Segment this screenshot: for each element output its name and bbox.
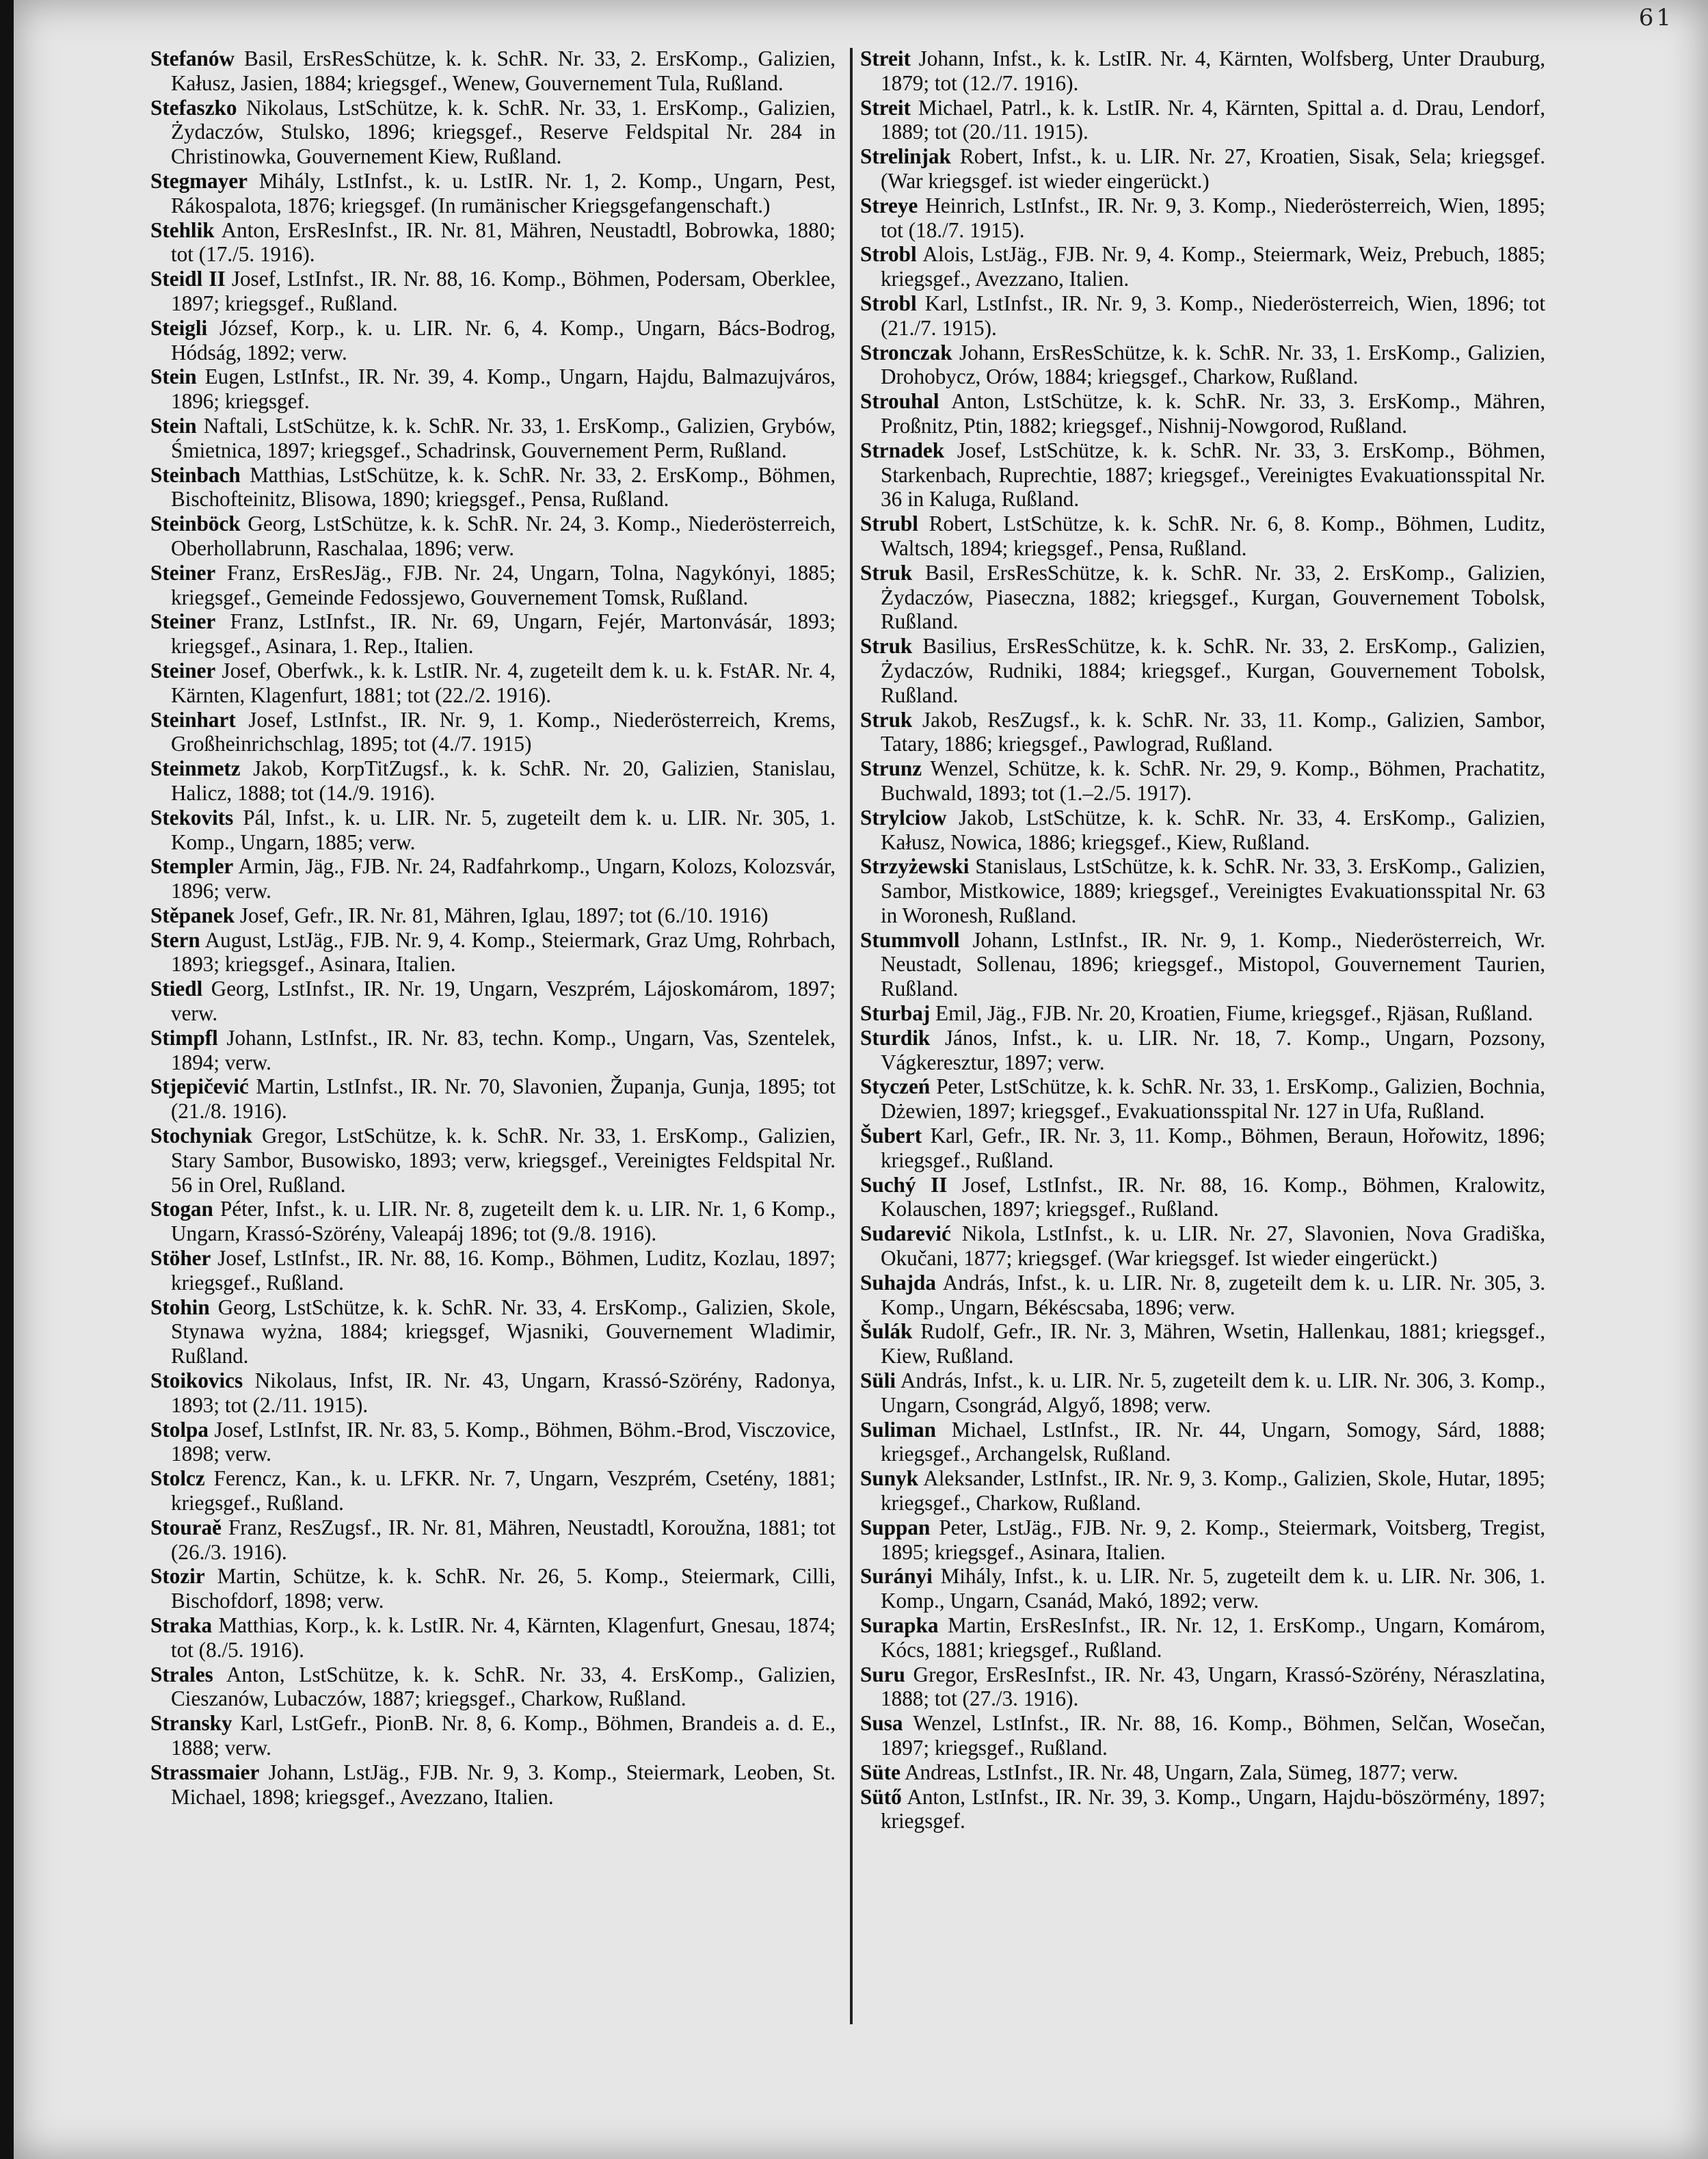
register-entry [860, 96, 1545, 145]
entry-surname: Stozir [150, 1564, 205, 1589]
register-entry [860, 1418, 1545, 1467]
entry-surname: Strunz [860, 756, 922, 781]
page-number: 61 [1638, 4, 1674, 31]
entry-details: Georg, LstSchütze, k. k. SchR. Nr. 33, 4. ErsKomp., Galizien, Skole, Stynawa wyżna, 1884; kriegsgef, Wjasniki, Gouvernement Wladimir, Rußland. [171, 1295, 836, 1368]
entry-surname: Stolcz [150, 1466, 205, 1491]
entry-details: Jakob, ResZugsf., k. k. SchR. Nr. 33, 11. Komp., Galizien, Sambor, Tatary, 1886; kriegsgef., Pawlograd, Rußland. [881, 707, 1545, 756]
entry-surname: Styczeń [860, 1074, 931, 1099]
entry-surname: Stimpfl [150, 1025, 218, 1050]
register-entry [150, 463, 836, 512]
entry-details: Nikolaus, Infst, IR. Nr. 43, Ungarn, Krassó-Szörény, Radonya, 1893; tot (2./11. 1915). [171, 1368, 836, 1417]
register-entry [150, 708, 836, 757]
entry-details: Michael, LstInfst., IR. Nr. 44, Ungarn, Somogy, Sárd, 1888; kriegsgef., Archangelsk, Rußland. [881, 1417, 1545, 1466]
register-entry [860, 1564, 1545, 1613]
entry-surname: Struk [860, 560, 913, 585]
entry-surname: Stolpa [150, 1417, 209, 1442]
entry-details: Pál, Infst., k. u. LIR. Nr. 5, zugeteilt dem k. u. LIR. Nr. 305, 1. Komp., Ungarn, 1885; verw. [171, 805, 836, 854]
register-entry [860, 1001, 1545, 1026]
entry-surname: Stouraě [150, 1515, 222, 1539]
entry-details: Stanislaus, LstSchütze, k. k. SchR. Nr. 33, 3. ErsKomp., Galizien, Sambor, Mistkowice, 1889; kriegsgef., Vereinigtes Evakuationsspital Nr. 63 in Woronesh, Rußland. [881, 854, 1546, 927]
entry-details: Georg, LstSchütze, k. k. SchR. Nr. 24, 3. Komp., Niederösterreich, Oberhollabrunn, Raschalaa, 1896; verw. [171, 512, 836, 560]
register-entry [860, 1515, 1545, 1565]
entry-details: Karl, Gefr., IR. Nr. 3, 11. Komp., Böhmen, Beraun, Hořowitz, 1896; kriegsgef., Rußland. [881, 1124, 1545, 1172]
entry-surname: Stummvoll [860, 927, 960, 952]
register-entry [150, 218, 836, 267]
entry-surname: Stefaszko [150, 95, 237, 120]
entry-details: Josef, LstInfst., IR. Nr. 88, 16. Komp., Böhmen, Podersam, Oberklee, 1897; kriegsgef., Rußland. [171, 267, 836, 315]
entry-details: Basilius, ErsResSchütze, k. k. SchR. Nr. 33, 2. ErsKomp., Galizien, Żydaczów, Rudniki, 1884; kriegsgef., Kurgan, Gouvernement Tobolsk, Rußland. [881, 634, 1545, 707]
register-entry [150, 659, 836, 708]
register-entry [150, 1026, 836, 1075]
entry-details: Alois, LstJäg., FJB. Nr. 9, 4. Komp., Steiermark, Weiz, Prebuch, 1885; kriegsgef., Avezzano, Italien. [881, 242, 1545, 291]
register-entry [860, 1466, 1545, 1515]
entry-surname: Stöher [150, 1246, 211, 1271]
entry-surname: Susa [860, 1711, 903, 1736]
entry-surname: Stempler [150, 854, 234, 879]
entry-details: Franz, LstInfst., IR. Nr. 69, Ungarn, Fejér, Martonvásár, 1893; kriegsgef., Asinara, 1. Rep., Italien. [171, 609, 836, 659]
entry-details: Heinrich, LstInfst., IR. Nr. 9, 3. Komp., Niederösterreich, Wien, 1895; tot (18./7. 1915). [881, 193, 1546, 242]
entry-details: Nikola, LstInfst., k. u. LIR. Nr. 27, Slavonien, Nova Gradiška, Okučani, 1877; kriegsgef. (War kriegsgef. Ist wieder eingerückt.) [881, 1221, 1545, 1271]
entry-details: Martin, Schütze, k. k. SchR. Nr. 26, 5. Komp., Steiermark, Cilli, Bischofdorf, 1898; verw. [171, 1564, 836, 1613]
entry-surname: Sturdik [860, 1025, 931, 1050]
entry-surname: Strassmaier [150, 1760, 260, 1784]
register-entry [150, 1295, 836, 1368]
entry-surname: Strobl [860, 242, 917, 267]
entry-surname: Stoikovics [150, 1368, 243, 1393]
entry-surname: Suhajda [860, 1270, 936, 1295]
entry-surname: Šubert [860, 1124, 922, 1148]
entry-surname: Šulák [860, 1319, 913, 1344]
register-entry [150, 96, 836, 169]
register-entry [860, 1663, 1545, 1712]
entry-surname: Suru [860, 1662, 905, 1686]
entry-surname: Sütő [860, 1784, 902, 1809]
entry-details: Jakob, LstSchütze, k. k. SchR. Nr. 33, 4. ErsKomp., Galizien, Kałusz, Nowica, 1886; kriegsgef., Kiew, Rußland. [881, 805, 1545, 854]
entry-details: Johann, LstInfst., IR. Nr. 83, techn. Komp., Ungarn, Vas, Szentelek, 1894; verw. [171, 1025, 836, 1074]
register-entry [150, 1368, 836, 1418]
entry-surname: Steinmetz [150, 756, 241, 781]
entry-surname: Stein [150, 365, 197, 389]
entry-details: Basil, ErsResSchütze, k. k. SchR. Nr. 33, 2. ErsKomp., Galizien, Żydaczów, Piaseczna, 1882; kriegsgef., Kurgan, Gouvernement Tobolsk, Rußland. [881, 560, 1545, 634]
entry-details: August, LstJäg., FJB. Nr. 9, 4. Komp., Steiermark, Graz Umg, Rohrbach, 1893; kriegsgef., Asinara, Italien. [171, 927, 836, 977]
column-divider [850, 48, 853, 2024]
register-entry [150, 806, 836, 855]
entry-details: Ferencz, Kan., k. u. LFKR. Nr. 7, Ungarn, Veszprém, Csetény, 1881; kriegsgef., Rußland. [171, 1466, 836, 1515]
entry-details: Rudolf, Gefr., IR. Nr. 3, Mähren, Wsetin, Hallenkau, 1881; kriegsgef., Kiew, Rußland. [881, 1319, 1545, 1368]
entry-details: Armin, Jäg., FJB. Nr. 24, Radfahrkomp., Ungarn, Kolozs, Kolozsvár, 1896; verw. [171, 854, 836, 903]
register-entry [860, 291, 1545, 341]
register-entry [150, 1515, 836, 1565]
entry-surname: Steiner [150, 609, 216, 634]
entry-details: Jakob, KorpTitZugsf., k. k. SchR. Nr. 20, Galizien, Stanislau, Halicz, 1888; tot (14./9. 1916). [171, 756, 836, 805]
entry-details: Gregor, LstSchütze, k. k. SchR. Nr. 33, 1. ErsKomp., Galizien, Stary Sambor, Busowisko, 1893; verw, kriegsgef., Vereinigtes Feldspital Nr. 56 in Orel, Rußland. [171, 1124, 836, 1197]
entry-surname: Stern [150, 927, 200, 952]
entry-details: Wenzel, Schütze, k. k. SchR. Nr. 29, 9. Komp., Böhmen, Prachatitz, Buchwald, 1893; tot (1.–2./5. 1917). [881, 756, 1546, 805]
entry-details: Basil, ErsResSchütze, k. k. SchR. Nr. 33, 2. ErsKomp., Galizien, Kałusz, Jasien, 1884; kriegsgef., Wenew, Gouvernement Tula, Rußland. [171, 47, 836, 95]
register-entry [150, 1613, 836, 1663]
register-entry [150, 1197, 836, 1246]
register-entry [860, 1124, 1545, 1173]
register-entry [860, 194, 1545, 243]
entry-details: Johann, LstJäg., FJB. Nr. 9, 3. Komp., Steiermark, Leoben, St. Michael, 1898; kriegsgef., Avezzano, Italien. [171, 1760, 836, 1809]
entry-details: Matthias, Korp., k. k. LstIR. Nr. 4, Kärnten, Klagenfurt, Gnesau, 1874; tot (8./5. 1916). [171, 1613, 836, 1662]
entry-details: Michael, Patrl., k. k. LstIR. Nr. 4, Kärnten, Spittal a. d. Drau, Lendorf, 1889; tot (20./11. 1915). [881, 95, 1545, 144]
entry-surname: Strubl [860, 512, 918, 536]
register-entry [150, 512, 836, 561]
entry-surname: Struk [860, 634, 913, 659]
register-entry [150, 316, 836, 365]
entry-details: Johann, ErsResSchütze, k. k. SchR. Nr. 33, 1. ErsKomp., Galizien, Drohobycz, Orów, 1884; kriegsgef., Charkow, Rußland. [881, 340, 1546, 389]
entry-details: Josef, LstSchütze, k. k. SchR. Nr. 33, 3. ErsKomp., Böhmen, Starkenbach, Ruprechtie, 1887; kriegsgef., Vereinigtes Evakuationsspital Nr. 36 in Kaluga, Rußland. [881, 438, 1546, 512]
entry-surname: Strylciow [860, 805, 947, 830]
register-entry [860, 389, 1545, 438]
entry-details: Josef, LstInfst., IR. Nr. 88, 16. Komp., Böhmen, Kralowitz, Kolauschen, 1897; kriegsgef., Rußland. [881, 1172, 1545, 1221]
document-page [14, 0, 1708, 2159]
entry-details: József, Korp., k. u. LIR. Nr. 6, 4. Komp., Ungarn, Bács-Bodrog, Hódság, 1892; verw. [171, 315, 836, 365]
entry-surname: Stěpanek [150, 903, 235, 927]
register-entry [860, 1319, 1545, 1368]
register-entry [150, 1663, 836, 1712]
entry-details: Johann, LstInfst., IR. Nr. 9, 1. Komp., Niederösterreich, Wr. Neustadt, Sollenau, 1896; kriegsgef., Mistopol, Gouvernement Taurien, Rußland. [881, 927, 1546, 1001]
entry-surname: Süli [860, 1368, 896, 1393]
entry-surname: Steinböck [150, 512, 241, 536]
entry-details: Emil, Jäg., FJB. Nr. 20, Kroatien, Fiume, kriegsgef., Rjäsan, Rußland. [935, 1001, 1534, 1026]
entry-details: Karl, LstInfst., IR. Nr. 9, 3. Komp., Niederösterreich, Wien, 1896; tot (21./7. 1915). [881, 291, 1545, 340]
register-entry [860, 854, 1545, 927]
register-entry [150, 756, 836, 806]
entry-details: Josef, LstInfst., IR. Nr. 88, 16. Komp., Böhmen, Luditz, Kozlau, 1897; kriegsgef., Rußland. [171, 1246, 836, 1295]
entry-surname: Sturbaj [860, 1001, 931, 1026]
entry-details: Matthias, LstSchütze, k. k. SchR. Nr. 33, 2. ErsKomp., Böhmen, Bischofteinitz, Blisowa, 1890; kriegsgef., Pensa, Rußland. [171, 462, 836, 512]
entry-surname: Strobl [860, 291, 917, 315]
entry-details: Josef, LstInfst., IR. Nr. 9, 1. Komp., Niederösterreich, Krems, Großheinrichschlag, 1895; tot (4./7. 1915) [171, 707, 836, 756]
entry-details: Robert, Infst., k. u. LIR. Nr. 27, Kroatien, Sisak, Sela; kriegsgef. (War kriegsgef. ist wieder eingerückt.) [881, 144, 1545, 193]
entry-details: János, Infst., k. u. LIR. Nr. 18, 7. Komp., Ungarn, Pozsony, Vágkeresztur, 1897; verw. [881, 1025, 1545, 1074]
register-entry [860, 1760, 1545, 1785]
register-entry [150, 609, 836, 659]
entry-surname: Stochyniak [150, 1124, 253, 1148]
entry-surname: Stogan [150, 1197, 213, 1221]
entry-details: Andreas, LstInfst., IR. Nr. 48, Ungarn, Zala, Sümeg, 1877; verw. [905, 1760, 1458, 1784]
entry-details: András, Infst., k. u. LIR. Nr. 5, zugeteilt dem k. u. LIR. Nr. 306, 3. Komp., Ungarn, Csongrád, Algyő, 1898; verw. [881, 1368, 1545, 1417]
register-entry [150, 1124, 836, 1197]
entry-details: Franz, ResZugsf., IR. Nr. 81, Mähren, Neustadtl, Koroužna, 1881; tot (26./3. 1916). [171, 1515, 836, 1564]
entry-details: Wenzel, LstInfst., IR. Nr. 88, 16. Komp., Böhmen, Selčan, Wosečan, 1897; kriegsgef., Rußland. [881, 1711, 1545, 1760]
register-entry [150, 47, 836, 96]
entry-surname: Suppan [860, 1515, 931, 1539]
register-entry [150, 1760, 836, 1810]
entry-details: Josef, LstInfst, IR. Nr. 83, 5. Komp., Böhmen, Böhm.-Brod, Visczovice, 1898; verw. [171, 1417, 836, 1466]
entry-details: Anton, LstSchütze, k. k. SchR. Nr. 33, 3. ErsKomp., Mähren, Proßnitz, Ptin, 1882; kriegsgef., Nishnij-Nowgorod, Rußland. [881, 389, 1545, 438]
register-entry [860, 1785, 1545, 1834]
entry-surname: Suchý II [860, 1172, 948, 1197]
register-entry [150, 1418, 836, 1467]
entry-surname: Steidl II [150, 267, 226, 291]
entry-details: Anton, LstInfst., IR. Nr. 39, 3. Komp., Ungarn, Hajdu-böszörmény, 1897; kriegsgef. [881, 1784, 1545, 1833]
entry-surname: Stransky [150, 1711, 232, 1736]
entry-surname: Steiner [150, 658, 216, 683]
entry-details: Robert, LstSchütze, k. k. SchR. Nr. 6, 8. Komp., Böhmen, Luditz, Waltsch, 1894; kriegsgef., Pensa, Rußland. [881, 512, 1546, 560]
entry-details: Eugen, LstInfst., IR. Nr. 39, 4. Komp., Ungarn, Hajdu, Balmazujváros, 1896; kriegsgef. [171, 365, 836, 414]
entry-surname: Suliman [860, 1417, 936, 1442]
entry-surname: Stein [150, 413, 197, 438]
register-entry [150, 561, 836, 610]
register-entry [860, 1173, 1545, 1222]
register-entry [860, 561, 1545, 634]
entry-surname: Stehlik [150, 217, 215, 242]
register-entry [860, 341, 1545, 390]
register-entry [860, 1074, 1545, 1124]
register-entry [150, 928, 836, 977]
left-column [150, 47, 836, 1809]
entry-surname: Stronczak [860, 340, 952, 365]
entry-details: Martin, ErsResInfst., IR. Nr. 12, 1. ErsKomp., Ungarn, Komárom, Kócs, 1881; kriegsgef., Rußland. [881, 1613, 1546, 1662]
register-entry [860, 634, 1545, 707]
entry-details: Peter, LstJäg., FJB. Nr. 9, 2. Komp., Steiermark, Voitsberg, Tregist, 1895; kriegsgef., Asinara, Italien. [881, 1515, 1546, 1564]
entry-details: Josef, Gefr., IR. Nr. 81, Mähren, Iglau, 1897; tot (6./10. 1916) [239, 903, 769, 927]
register-entry [150, 854, 836, 903]
entry-details: Georg, LstInfst., IR. Nr. 19, Ungarn, Veszprém, Lájoskomárom, 1897; verw. [171, 977, 836, 1026]
register-entry [860, 1221, 1545, 1271]
entry-surname: Struk [860, 707, 913, 732]
register-entry [860, 756, 1545, 806]
register-entry [150, 977, 836, 1026]
right-column [860, 47, 1545, 1833]
entry-surname: Strzyżewski [860, 854, 970, 879]
entry-details: Martin, LstInfst., IR. Nr. 70, Slavonien, Županja, Gunja, 1895; tot (21./8. 1916). [171, 1074, 836, 1124]
register-entry [150, 903, 836, 928]
entry-details: Franz, ErsResJäg., FJB. Nr. 24, Ungarn, Tolna, Nagykónyi, 1885; kriegsgef., Gemeinde Fedossjewo, Gouvernement Tomsk, Rußland. [171, 560, 836, 609]
entry-surname: Streit [860, 47, 911, 70]
entry-surname: Stefanów [150, 47, 235, 70]
register-entry [860, 1271, 1545, 1320]
entry-surname: Steiner [150, 560, 216, 585]
register-entry [860, 144, 1545, 194]
entry-surname: Straka [150, 1613, 213, 1637]
entry-surname: Stiedl [150, 977, 203, 1001]
register-entry [150, 169, 836, 218]
entry-details: Anton, LstSchütze, k. k. SchR. Nr. 33, 4. ErsKomp., Galizien, Cieszanów, Lubaczów, 1887; kriegsgef., Charkow, Rußland. [171, 1662, 836, 1711]
entry-details: Johann, Infst., k. k. LstIR. Nr. 4, Kärnten, Wolfsberg, Unter Drauburg, 1879; tot (12./7. 1916). [881, 47, 1545, 95]
entry-surname: Stekovits [150, 805, 234, 830]
register-entry [860, 1613, 1545, 1663]
entry-surname: Stegmayer [150, 168, 248, 193]
entry-details: Naftali, LstSchütze, k. k. SchR. Nr. 33, 1. ErsKomp., Galizien, Grybów, Śmietnica, 1897; kriegsgef., Schadrinsk, Gouvernement Perm, Rußland. [171, 413, 836, 462]
entry-details: Josef, Oberfwk., k. k. LstIR. Nr. 4, zugeteilt dem k. u. k. FstAR. Nr. 4, Kärnten, Klagenfurt, 1881; tot (22./2. 1916). [171, 658, 836, 707]
register-entry [150, 1711, 836, 1760]
entry-surname: Süte [860, 1760, 900, 1784]
register-entry [860, 1711, 1545, 1760]
entry-details: Nikolaus, LstSchütze, k. k. SchR. Nr. 33, 1. ErsKomp., Galizien, Żydaczów, Stulsko, 1896; kriegsgef., Reserve Feldspital Nr. 284 in Christinowka, Gouvernement Kiew, Rußland. [171, 95, 836, 169]
entry-surname: Strelinjak [860, 144, 951, 169]
entry-surname: Steigli [150, 315, 208, 340]
register-entry [150, 1074, 836, 1124]
register-entry [860, 47, 1545, 96]
entry-surname: Sunyk [860, 1466, 918, 1491]
entry-details: Aleksander, LstInfst., IR. Nr. 9, 3. Komp., Galizien, Skole, Hutar, 1895; kriegsgef., Charkow, Rußland. [881, 1466, 1545, 1515]
register-entry [860, 438, 1545, 512]
entry-surname: Steinhart [150, 707, 236, 732]
entry-details: Anton, ErsResInfst., IR. Nr. 81, Mähren, Neustadtl, Bobrowka, 1880; tot (17./5. 1916). [171, 217, 836, 267]
register-entry [860, 928, 1545, 1001]
entry-surname: Stjepičević [150, 1074, 249, 1099]
register-entry [150, 365, 836, 414]
entry-details: András, Infst., k. u. LIR. Nr. 8, zugeteilt dem k. u. LIR. Nr. 305, 3. Komp., Ungarn, Békéscsaba, 1896; verw. [881, 1270, 1546, 1319]
entry-surname: Strales [150, 1662, 213, 1686]
entry-surname: Steinbach [150, 462, 241, 487]
entry-surname: Streit [860, 95, 911, 120]
register-entry [150, 414, 836, 463]
entry-surname: Strouhal [860, 389, 939, 414]
entry-surname: Streye [860, 193, 918, 217]
entry-details: Karl, LstGefr., PionB. Nr. 8, 6. Komp., Böhmen, Brandeis a. d. E., 1888; verw. [171, 1711, 836, 1760]
register-entry [150, 1466, 836, 1515]
entry-details: Mihály, LstInfst., k. u. LstIR. Nr. 1, 2. Komp., Ungarn, Pest, Rákospalota, 1876; kriegsgef. (In rumänischer Kriegsgefangenschaft.) [171, 168, 836, 217]
register-entry [860, 708, 1545, 757]
entry-details: Péter, Infst., k. u. LIR. Nr. 8, zugeteilt dem k. u. LIR. Nr. 1, 6 Komp., Ungarn, Krassó-Szörény, Valeapáj 1896; tot (9./8. 1916). [171, 1197, 836, 1246]
entry-details: Peter, LstSchütze, k. k. SchR. Nr. 33, 1. ErsKomp., Galizien, Bochnia, Dżewien, 1897; kriegsgef., Evakuationsspital Nr. 127 in Ufa, Rußland. [881, 1074, 1545, 1124]
register-entry [860, 1368, 1545, 1418]
entry-surname: Surapka [860, 1613, 939, 1637]
register-entry [150, 267, 836, 316]
register-entry [860, 242, 1545, 291]
entry-details: Gregor, ErsResInfst., IR. Nr. 43, Ungarn, Krassó-Szörény, Néraszlatina, 1888; tot (27./3. 1916). [881, 1662, 1545, 1711]
register-entry [150, 1246, 836, 1295]
entry-details: Mihály, Infst., k. u. LIR. Nr. 5, zugeteilt dem k. u. LIR. Nr. 306, 1. Komp., Ungarn, Csanád, Makó, 1892; verw. [881, 1564, 1545, 1613]
register-entry [860, 806, 1545, 855]
entry-surname: Sudarević [860, 1221, 951, 1246]
register-entry [150, 1564, 836, 1613]
register-entry [860, 512, 1545, 561]
entry-surname: Stohin [150, 1295, 210, 1319]
register-entry [860, 1026, 1545, 1075]
entry-surname: Surányi [860, 1564, 933, 1589]
entry-surname: Strnadek [860, 438, 945, 462]
